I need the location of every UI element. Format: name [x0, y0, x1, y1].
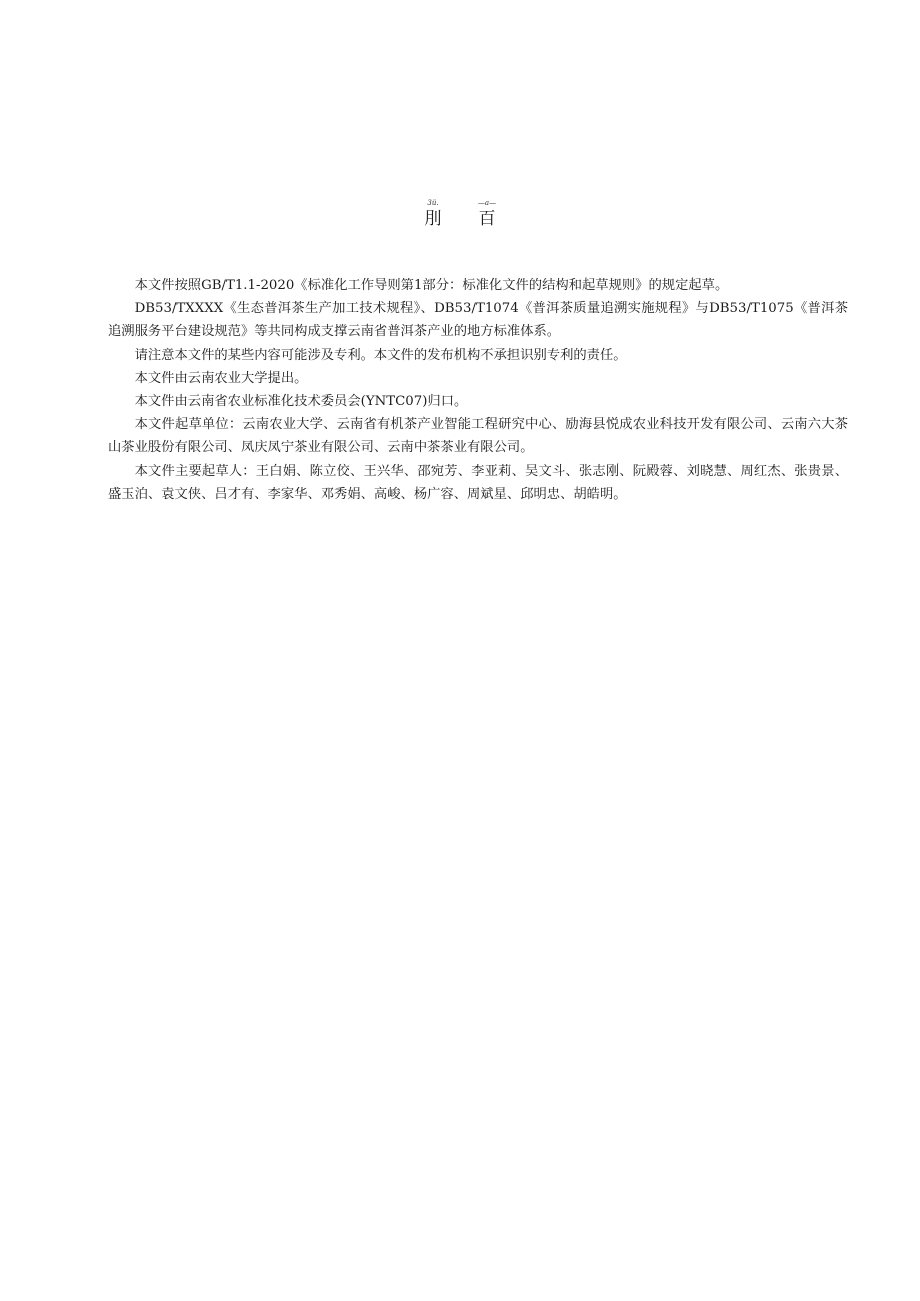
paragraph-drafting-rule: 本文件按照GB/T1.1-2020《标准化工作导则第1部分：标准化文件的结构和起草规则》的规定起草。: [134, 278, 729, 293]
paragraph-patent-notice: 请注意本文件的某些内容可能涉及专利。本文件的发布机构不承担识别专利的责任。: [134, 347, 627, 363]
paragraph-drafting-units: 本文件起草单位：云南农业大学、云南省有机茶产业智能工程研究中心、励海县悦成农业科技开发有限公司、云南六大茶山茶业股份有限公司、凤庆凤宁茶业有限公司、云南中茶茶业有限公司。: [108, 417, 848, 456]
foreword-heading: [0, 198, 920, 230]
heading-mark-1: 3ü.: [427, 199, 439, 207]
heading-char-1: 刖: [424, 209, 442, 229]
paragraph-drafters: 本文件主要起草人：王白娟、陈立佼、王兴华、邵宛芳、李亚莉、吴文斗、张志刚、阮殿蓉、刘晓慧、周红杰、张贵景、盛玉泊、袁文侠、吕才有、李家华、邓秀娟、高峻、杨广容、周斌星、邱明忠、胡皓明。: [108, 463, 848, 502]
paragraph-technical-committee: 本文件由云南省农业标准化技术委员会(YNTC07)归口。: [134, 394, 468, 410]
heading-mark-2: —a—: [477, 199, 497, 207]
heading-ruby-marks: [0, 198, 920, 208]
paragraph-proposer: 本文件由云南农业大学提出。: [134, 370, 308, 386]
heading-char-2: 百: [478, 209, 496, 229]
paragraph-standard-system: DB53∕TXXXX《生态普洱茶生产加工技术规程》、DB53/T1074《普洱茶质量追溯实施规程》与DB53/T1075《普洱茶追溯服务平台建设规范》等共同构成支撑云南省普洱茶产业的地方标准体系。: [108, 301, 848, 340]
foreword-body: [108, 274, 848, 506]
heading-title: [0, 208, 920, 230]
